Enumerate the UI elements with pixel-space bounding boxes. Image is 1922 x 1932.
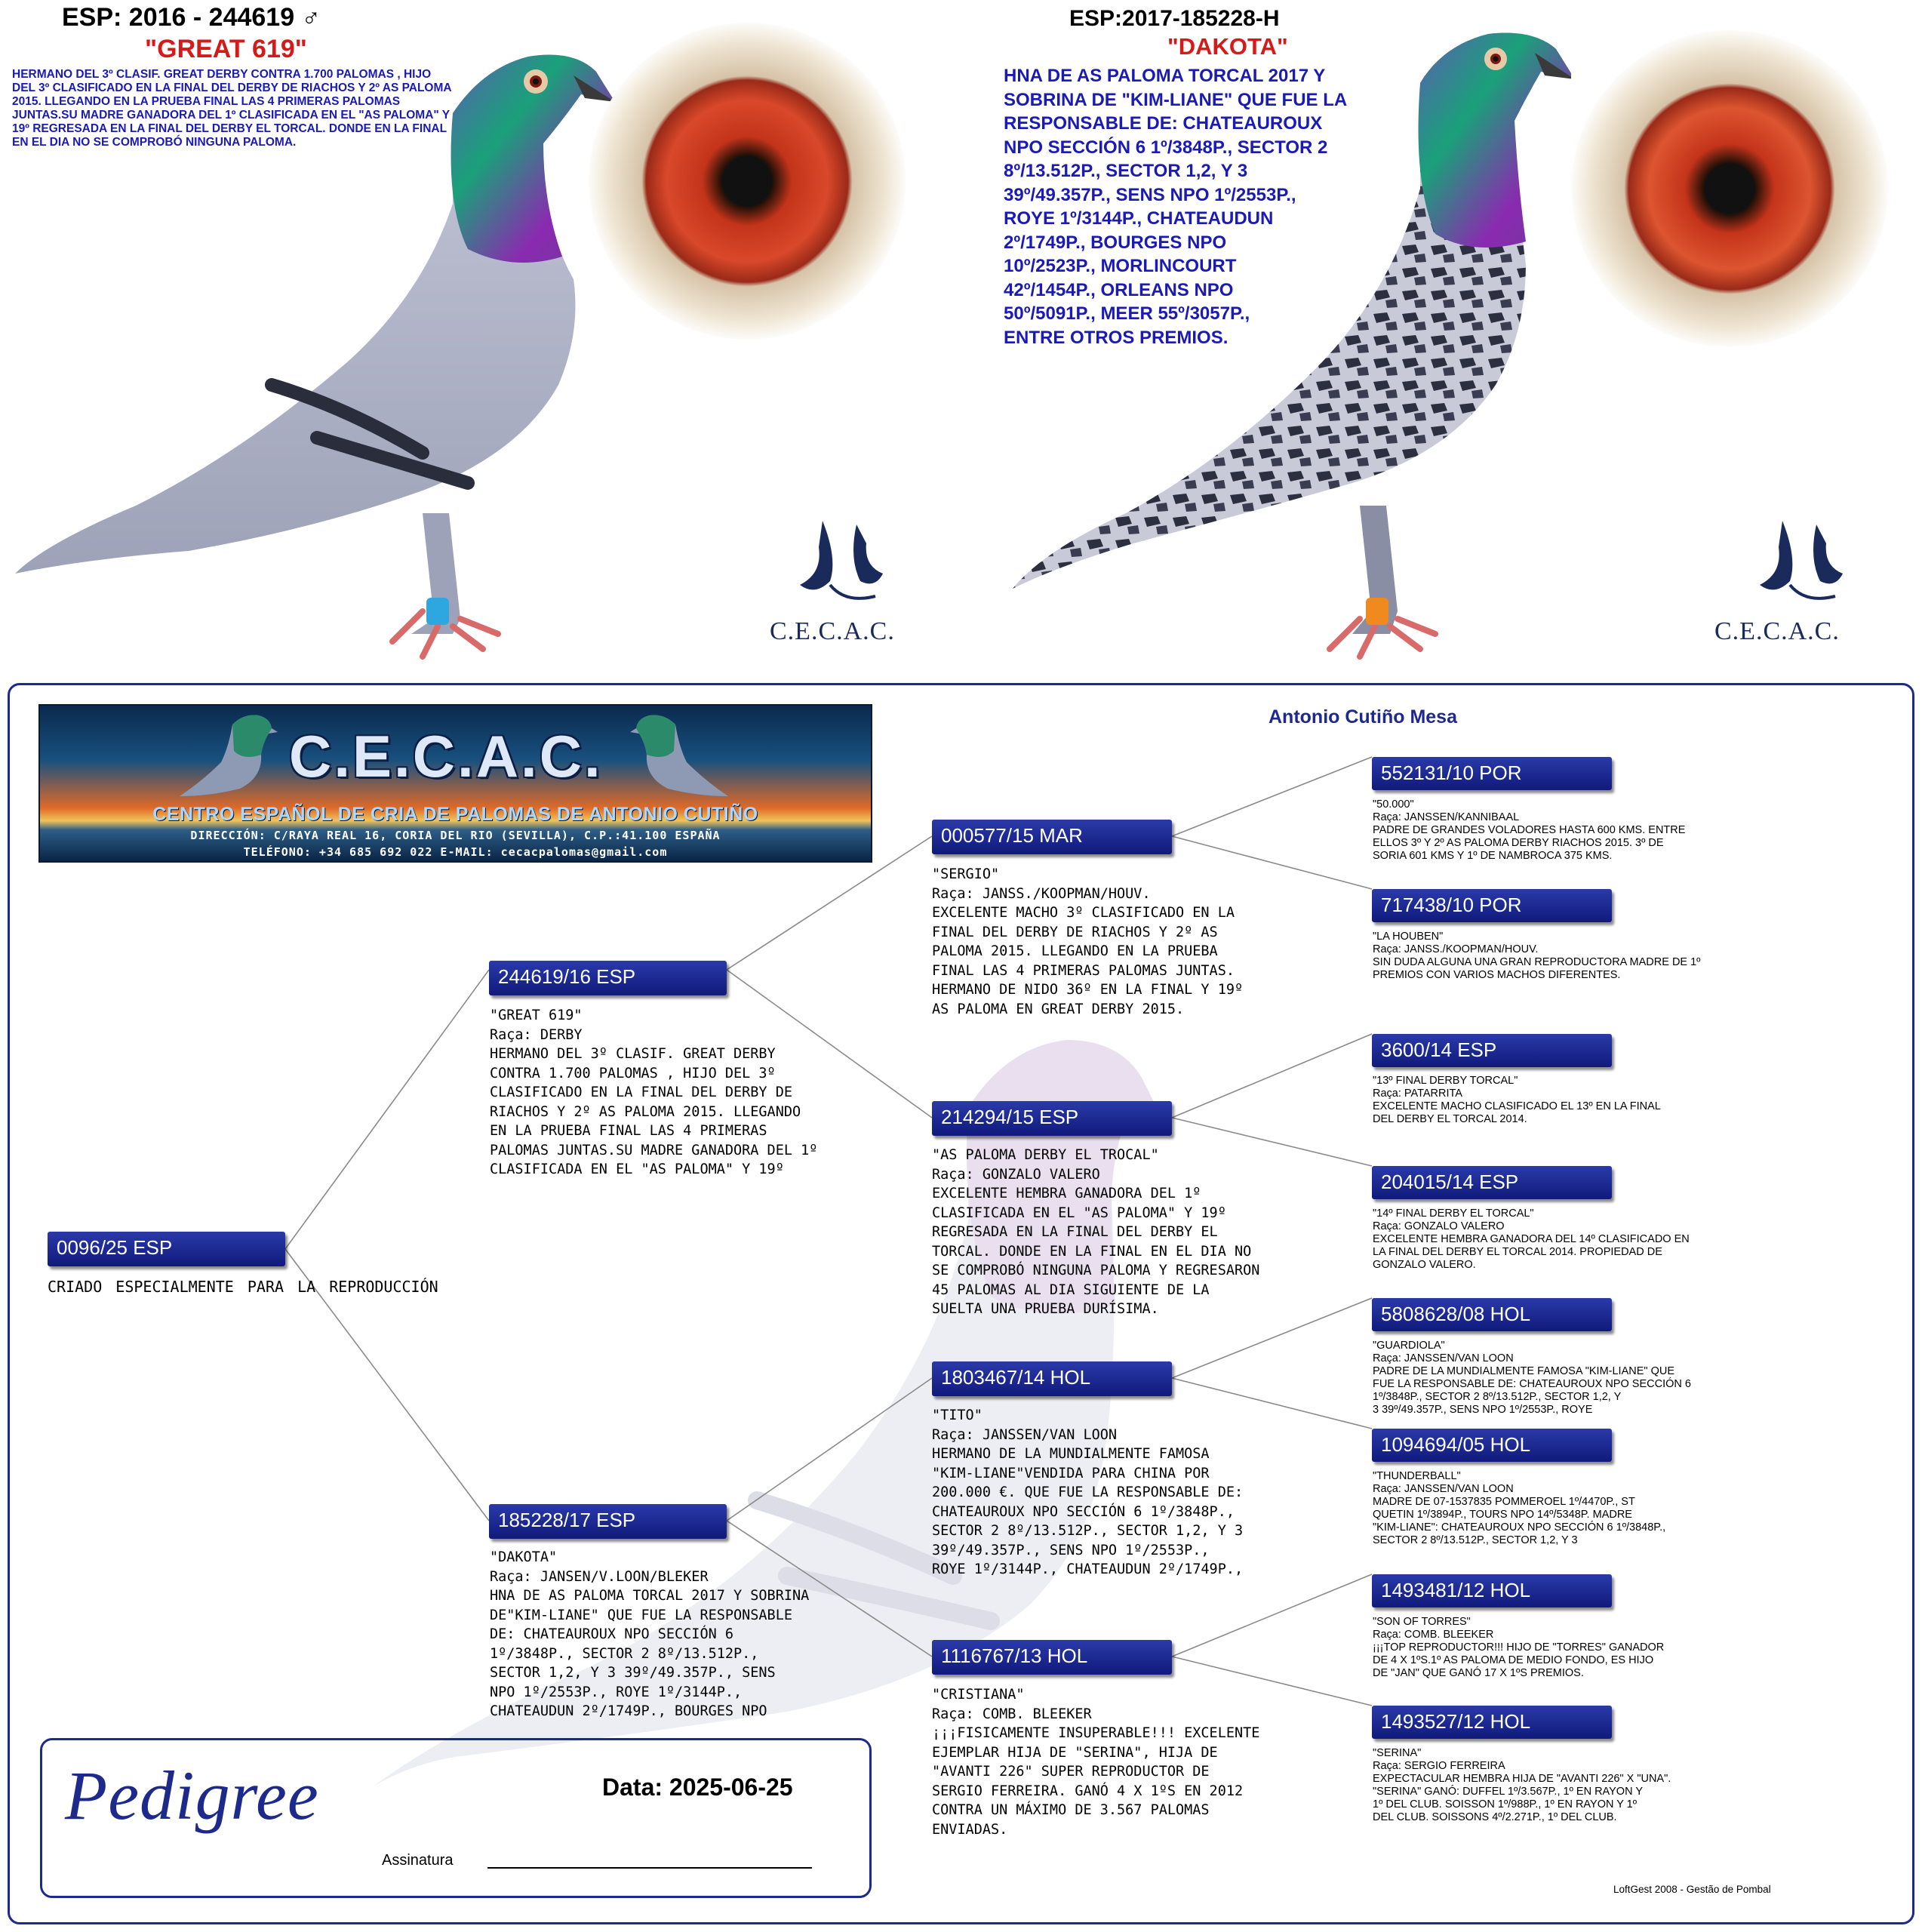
banner-phone: TELÉFONO: +34 685 692 022 E-MAIL: cecacpalomas@gmail.com	[243, 845, 668, 859]
grandsire-paternal-info: "SERGIO" Raça: JANSS./KOOPMAN/HOUV. EXCELENTE MACHO 3º CLASIFICADO EN LA FINAL DEL DERBY DE RIACHOS Y 2º AS PALOMA 2015. LLEGANDO EN LA PRUEBA FINAL LAS 4 PRIMERAS PALOMAS JUNTAS. HERMANO DE NIDO 36º EN LA FINAL Y 19º AS PALOMA EN GREAT DERBY 2015.	[932, 866, 1244, 1017]
cecac-bird-icon	[1737, 513, 1865, 619]
left-cecac-logo: C.E.C.A.C.	[770, 617, 895, 645]
showcase-left	[0, 0, 996, 679]
ggp-7-ring[interactable]: 1493481/12 HOL	[1372, 1574, 1612, 1607]
sire-info: "GREAT 619" Raça: DERBY HERMANO DEL 3º CLASIF. GREAT DERBY CONTRA 1.700 PALOMAS , HIJO DEL 3º CLASIFICADO EN LA FINAL DEL DERBY DE RIACHOS Y 2º AS PALOMA 2015. LLEGANDO EN LA PRUEBA FINAL LAS 4 PRIMERAS PALOMAS JUNTAS.SU MADRE GANADORA DEL 1º CLASIFICADA EN EL "AS PALOMA" Y 19º	[490, 1008, 818, 1177]
ggp-2-ring[interactable]: 717438/10 POR	[1372, 889, 1612, 922]
right-description: HNA DE AS PALOMA TORCAL 2017 Y SOBRINA DE "KIM-LIANE" QUE FUE LA RESPONSABLE DE: CHATEAUROUX NPO SECCIÓN 6 1º/3848P., SECTOR 2 8º/13.512P., SECTOR 1,2, Y 3 39º/49.357P., SENS NPO 1º/2553P., ROYE 1º/3144P., CHATEAUDUN 2º/1749P., BOURGES NPO 10º/2523P., MORLINCOURT 42º/1454P., ORLEANS NPO 50º/5091P., MEER 55º/3057P., ENTRE OTROS PREMIOS.	[1004, 66, 1348, 348]
ggp-1-ring[interactable]: 552131/10 POR	[1372, 757, 1612, 790]
pedigree-date: Data: 2025-06-25	[602, 1774, 793, 1801]
ggp-3-ring[interactable]: 3600/14 ESP	[1372, 1034, 1612, 1067]
granddam-maternal-info: "CRISTIANA" Raça: COMB. BLEEKER ¡¡¡FISICAMENTE INSUPERABLE!!! EXCELENTE EJEMPLAR HIJA DE "SERINA", HIJA DE "AVANTI 226" SUPER REPRODUCTOR DE SERGIO FERREIRA. GANÓ 4 X 1ºS EN 2012 CONTRA UN MÁXIMO DE 3.567 PALOMAS ENVIADAS.	[932, 1687, 1260, 1838]
dam-info: "DAKOTA" Raça: JANSEN/V.LOON/BLEKER HNA DE AS PALOMA TORCAL 2017 Y SOBRINA DE"KIM-LIANE" QUE FUE LA RESPONSABLE DE: CHATEAUROUX NPO SECCIÓN 6 1º/3848P., SECTOR 2 8º/13.512P., SECTOR 1,2, Y 3 39º/49.357P., SENS NPO 1º/2553P., ROYE 1º/3144P., CHATEAUDUN 2º/1749P., BOURGES NPO	[490, 1549, 810, 1719]
grandsire-paternal-ring[interactable]: 000577/15 MAR	[932, 820, 1172, 854]
pigeon-photo-left	[0, 30, 619, 679]
right-ring-title: ESP:2017-185228-H	[1069, 6, 1280, 31]
ggp-3-info: "13º FINAL DERBY TORCAL" Raça: PATARRITA EXCELENTE MACHO CLASIFICADO EL 13º EN LA FINAL DEL DERBY EL TORCAL 2014.	[1373, 1075, 1661, 1125]
subject-ring[interactable]: 0096/25 ESP	[48, 1232, 285, 1266]
grandsire-maternal-info: "TITO" Raça: JANSSEN/VAN LOON HERMANO DE LA MUNDIALMENTE FAMOSA "KIM-LIANE"VENDIDA PARA CHINA POR 200.000 €. QUE FUE LA RESPONSABLE DE: CHATEAUROUX NPO SECCIÓN 6 1º/3848P., SECTOR 2 8º/13.512P., SECTOR 1,2, Y 3 39º/49.357P., SENS NPO 1º/2553P., ROYE 1º/3144P., CHATEAUDUN 2º/1749P.,	[932, 1407, 1244, 1577]
sire-ring[interactable]: 244619/16 ESP	[489, 961, 727, 995]
eye-photo-left	[589, 23, 906, 340]
granddam-paternal-info: "AS PALOMA DERBY EL TROCAL" Raça: GONZALO VALERO EXCELENTE HEMBRA GANADORA DEL 1º CLASIFICADA EN EL "AS PALOMA" Y 19º REGRESADA EN LA FINAL DEL DERBY EL TORCAL. DONDE EN LA FINAL EN EL DIA NO SE COMPROBÓ NINGUNA PALOMA Y REGRESARON 45 PALOMAS AL DIA SIGUIENTE DE LA SUELTA UNA PRUEBA DURÍSIMA.	[932, 1147, 1260, 1317]
ggp-1-info: "50.000" Raça: JANSSEN/KANNIBAAL PADRE DE GRANDES VOLADORES HASTA 600 KMS. ENTRE ELLOS 3º Y 2º AS PALOMA DERBY RIACHOS 2015. 3º DE SORIA 601 KMS Y 1º DE NAMBROCA 375 KMS.	[1373, 798, 1686, 862]
ggp-4-ring[interactable]: 204015/14 ESP	[1372, 1166, 1612, 1199]
pedigree-panel	[8, 683, 1914, 1924]
showcase	[0, 0, 1922, 679]
eye-photo-right	[1571, 30, 1888, 347]
subject-note: CRIADO ESPECIALMENTE PARA LA REPRODUCCIÓN	[48, 1278, 438, 1296]
ggp-5-ring[interactable]: 5808628/08 HOL	[1372, 1298, 1612, 1331]
ggp-7-info: "SON OF TORRES" Raça: COMB. BLEEKER ¡¡¡TOP REPRODUCTOR!!! HIJO DE "TORRES" GANADOR DE 4 X 1ºS.1º AS PALOMA DE MEDIO FONDO, ES HIJO DE "JAN" QUE GANÓ 17 X 1ºS PREMIOS.	[1373, 1616, 1665, 1679]
cecac-bird-icon	[777, 513, 906, 619]
banner-address: DIRECCIÓN: C/RAYA REAL 16, CORIA DEL RIO (SEVILLA), C.P.:41.100 ESPAÑA	[190, 829, 721, 842]
granddam-paternal-ring[interactable]: 214294/15 ESP	[932, 1101, 1172, 1136]
banner-title: C.E.C.A.C.	[289, 723, 603, 789]
left-nickname: "GREAT 619"	[145, 35, 307, 63]
showcase-right	[998, 0, 1922, 679]
right-nickname: "DAKOTA"	[1167, 33, 1288, 60]
left-description: HERMANO DEL 3º CLASIF. GREAT DERBY CONTRA 1.700 PALOMAS , HIJO DEL 3º CLASIFICADO EN LA FINAL DEL DERBY DE RIACHOS Y 2º AS PALOMA 2015. LLEGANDO EN LA PRUEBA FINAL LAS 4 PRIMERAS PALOMAS JUNTAS.SU MADRE GANADORA DEL 1º CLASIFICADA EN EL "AS PALOMA" Y 19º REGRESADA EN LA FINAL DEL DERBY EL TORCAL. DONDE EN LA FINAL EN EL DIA NO SE COMPROBÓ NINGUNA PALOMA.	[12, 68, 452, 149]
ggp-6-ring[interactable]: 1094694/05 HOL	[1372, 1429, 1612, 1462]
breeder-name: Antonio Cutiño Mesa	[1269, 706, 1457, 728]
ggp-6-info: "THUNDERBALL" Raça: JANSSEN/VAN LOON MADRE DE 07-1537835 POMMEROEL 1º/4470P., ST QUETIN 1º/3894P., TOURS NPO 14º/5348P. MADRE "KIM-LIANE": CHATEAUROUX NPO SECCIÓN 6 1º/3848P., SECTOR 2 8º/13.512P., SECTOR 1,2, Y 3	[1373, 1470, 1666, 1546]
pedigree-logo: Pedigree	[65, 1757, 319, 1834]
ggp-8-info: "SERINA" Raça: SERGIO FERREIRA EXPECTACULAR HEMBRA HIJA DE "AVANTI 226" X "UNA". "SERINA" GANÓ: DUFFEL 1º/3.567P., 1º EN RAYON Y 1º DEL CLUB. SOISSON 1º/988P., 1º EN RAYON Y 1º DEL CLUB. SOISSONS 4º/2.271P., 1º DEL CLUB.	[1373, 1747, 1671, 1823]
granddam-maternal-ring[interactable]: 1116767/13 HOL	[932, 1640, 1172, 1675]
pedigree-footer-box	[40, 1738, 872, 1898]
ggp-8-ring[interactable]: 1493527/12 HOL	[1372, 1706, 1612, 1739]
ggp-2-info: "LA HOUBEN" Raça: JANSS./KOOPMAN/HOUV. SIN DUDA ALGUNA UNA GRAN REPRODUCTORA MADRE DE 1º PREMIOS CON VARIOS MACHOS DIFERENTES.	[1373, 931, 1701, 981]
signature-label: Assinatura	[382, 1852, 454, 1869]
software-footer: LoftGest 2008 - Gestão de Pombal	[1613, 1884, 1771, 1895]
signature-line[interactable]	[487, 1867, 812, 1869]
ggp-4-info: "14º FINAL DERBY EL TORCAL" Raça: GONZALO VALERO EXCELENTE HEMBRA GANADORA DEL 14º CLASIFICADO EN LA FINAL DEL DERBY EL TORCAL 2014. PROPIEDAD DE GONZALO VALERO.	[1373, 1208, 1690, 1271]
dam-ring[interactable]: 185228/17 ESP	[489, 1504, 727, 1539]
banner-subtitle: CENTRO ESPAÑOL DE CRIA DE PALOMAS DE ANTONIO CUTIÑO	[152, 804, 758, 825]
grandsire-maternal-ring[interactable]: 1803467/14 HOL	[932, 1361, 1172, 1396]
left-ring-title: ESP: 2016 - 244619 ♂	[62, 3, 321, 32]
right-cecac-logo: C.E.C.A.C.	[1714, 617, 1840, 645]
pigeon-photo-right	[998, 15, 1571, 679]
ggp-5-info: "GUARDIOLA" Raça: JANSSEN/VAN LOON PADRE DE LA MUNDIALMENTE FAMOSA "KIM-LIANE" QUE FUE LA RESPONSABLE DE: CHATEAUROUX NPO SECCIÓN 6 1º/3848P., SECTOR 2 8º/13.512P., SECTOR 1,2, Y 3 39º/49.357P., SENS NPO 1º/2553P., ROYE	[1373, 1340, 1691, 1416]
